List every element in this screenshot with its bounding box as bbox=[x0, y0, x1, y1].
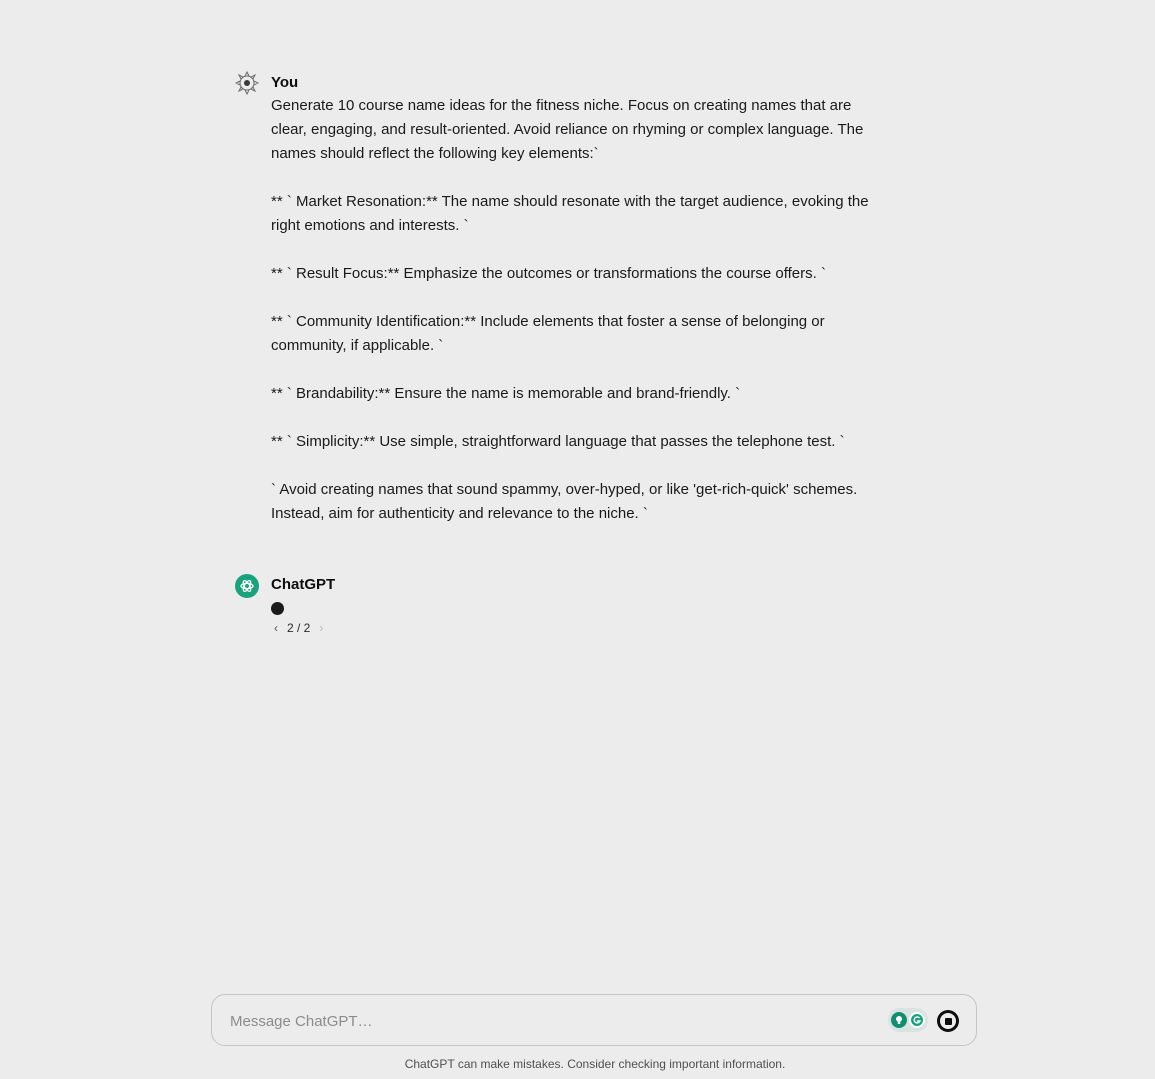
user-message-text bbox=[271, 94, 891, 526]
user-author-name: You bbox=[271, 74, 299, 91]
previous-response-button[interactable]: ‹ bbox=[274, 621, 278, 635]
message-paragraph: ** ` Market Resonation:** The name should resonate with the target audience, evoking the right emotions and interests. ` bbox=[271, 193, 869, 234]
openai-logo-icon bbox=[239, 578, 255, 594]
message-paragraph: Generate 10 course name ideas for the fitness niche. Focus on creating names that are clear, engaging, and result-oriented. Avoid reliance on rhyming or complex language. The names should reflect the following key elements:` bbox=[271, 97, 864, 162]
message-paragraph: ** ` Community Identification:** Include elements that foster a sense of belonging or community, if applicable. ` bbox=[271, 313, 825, 354]
message-paragraph: ` Avoid creating names that sound spammy, over-hyped, or like 'get-rich-quick' schemes. Instead, aim for authenticity and relevance to the niche. ` bbox=[271, 481, 858, 522]
typing-indicator bbox=[271, 602, 284, 615]
grammarly-icon[interactable] bbox=[909, 1012, 925, 1028]
assistant-avatar bbox=[235, 574, 259, 598]
message-paragraph: ** ` Simplicity:** Use simple, straightforward language that passes the telephone test. ` bbox=[271, 433, 845, 450]
message-paragraph: ** ` Brandability:** Ensure the name is memorable and brand-friendly. ` bbox=[271, 385, 741, 402]
message-composer bbox=[211, 994, 977, 1046]
next-response-button[interactable]: › bbox=[319, 621, 324, 635]
gear-avatar-icon bbox=[234, 70, 260, 96]
lightbulb-icon[interactable] bbox=[891, 1012, 907, 1028]
user-avatar[interactable] bbox=[234, 70, 260, 96]
assistant-author-name: ChatGPT bbox=[271, 576, 336, 593]
response-pager bbox=[271, 621, 326, 635]
extension-icons[interactable] bbox=[888, 1008, 928, 1032]
disclaimer-text: ChatGPT can make mistakes. Consider checking important information. bbox=[404, 1057, 786, 1071]
stop-generating-button[interactable] bbox=[937, 1010, 959, 1032]
message-paragraph: ** ` Result Focus:** Emphasize the outcomes or transformations the course offers. ` bbox=[271, 265, 826, 282]
message-input[interactable] bbox=[228, 995, 872, 1047]
stop-icon bbox=[940, 1013, 956, 1029]
pager-count: 2 / 2 bbox=[287, 621, 311, 635]
